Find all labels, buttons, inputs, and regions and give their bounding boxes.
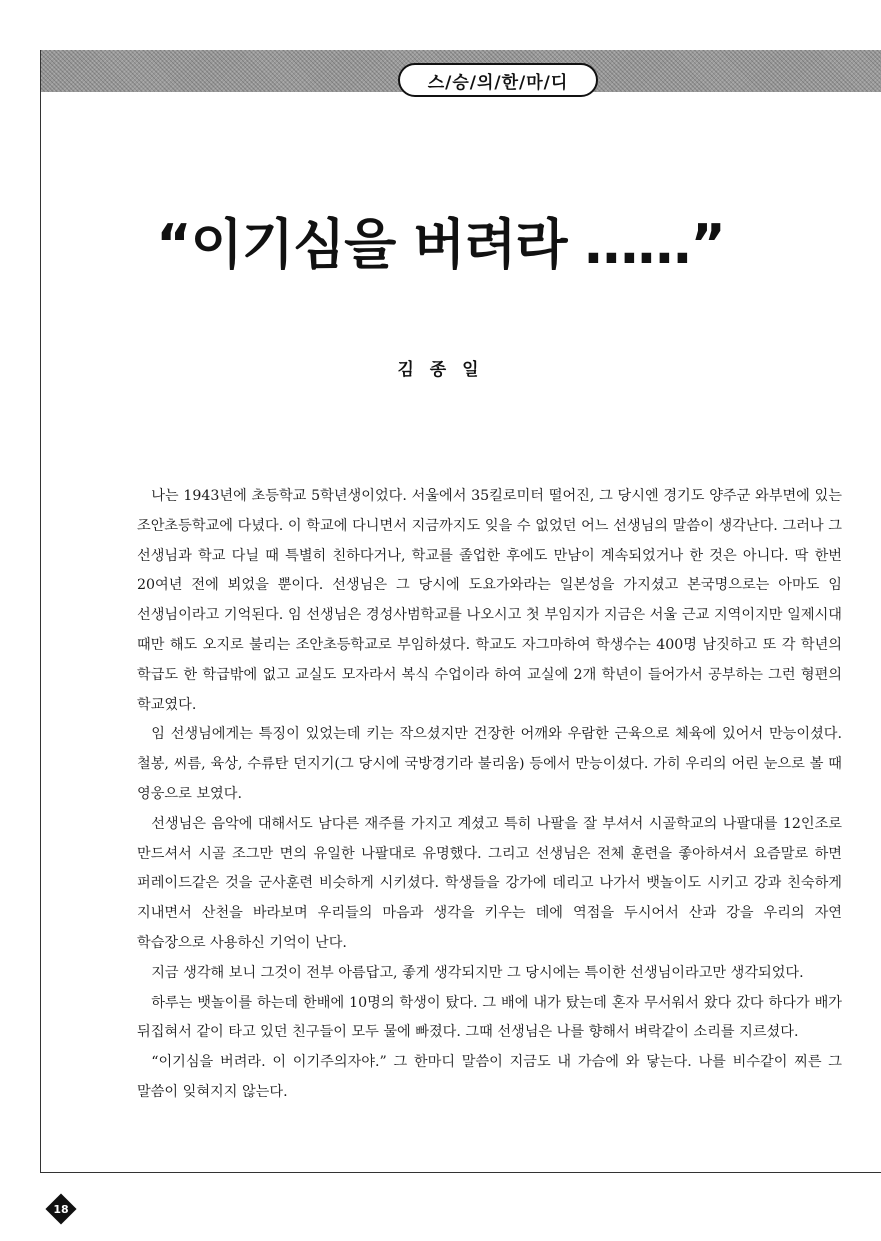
section-label <box>398 63 598 97</box>
page-number-badge <box>45 1193 77 1225</box>
body-paragraph: 지금 생각해 보니 그것이 전부 아름답고, 좋게 생각되지만 그 당시에는 특이한 선생님이라고만 생각되었다. <box>151 964 804 981</box>
footer-rule <box>40 1172 881 1173</box>
body-paragraph: 임 선생님에게는 특징이 있었는데 키는 작으셨지만 건장한 어깨와 우람한 근육으로 체육에 있어서 만능이셨다. 철봉, 씨름, 육상, 수류탄 던지기(그 당시에 국방경기라 불리움) 등에서 만능이셨다. 가히 우리의 어린 눈으로 볼 때 영웅으로 보였다. <box>137 726 842 802</box>
section-label-text: 스/승/의/한/마/디 <box>427 72 569 93</box>
body-paragraph: 나는 1943년에 초등학교 5학년생이었다. 서울에서 35킬로미터 떨어진, 그 당시엔 경기도 양주군 와부면에 있는 조안초등학교에 다녔다. 이 학교에 다니면서 지금까지도 잊을 수 없었던 어느 선생님의 말씀이 생각난다. 그러나 그 선생님과 학교 다닐 때 특별히 친하다거나, 학교를 졸업한 후에도 만남이 계속되었거나 한 것은 아니다. 딱 한번 20여년 전에 뵈었을 뿐이다. 선생님은 그 당시에 도요가와라는 일본성을 가지셨고 본국명으로는 아마도 임 선생님이라고 기억된다. 임 선생님은 경성사범학교를 나오시고 첫 부임지가 지금은 서울 근교 지역이지만 일제시대 때만 해도 오지로 불리는 조안초등학교로 부임하셨다. 학교도 자그마하여 학생수는 400명 남짓하고 또 각 학년의 학급도 한 학급밖에 없고 교실도 모자라서 복식 수업이라 하여 교실에 2개 학년이 들어가서 공부하는 그런 형편의 학교였다. <box>137 488 842 713</box>
page-number: 18 <box>53 1202 69 1216</box>
article-title: “이기심을 버려라 ……” <box>156 213 725 276</box>
body-paragraph: 하루는 뱃놀이를 하는데 한배에 10명의 학생이 탔다. 그 배에 내가 탔는데 혼자 무서워서 왔다 갔다 하다가 배가 뒤집혀서 같이 타고 있던 친구들이 모두 물에 빠졌다. 그때 선생님은 나를 향해서 벼락같이 소리를 지르셨다. <box>137 994 842 1041</box>
article-body <box>137 482 842 1108</box>
body-paragraph: 선생님은 음악에 대해서도 남다른 재주를 가지고 계셨고 특히 나팔을 잘 부셔서 시골학교의 나팔대를 12인조로 만드셔서 시골 조그만 면의 유일한 나팔대로 유명했다. 그리고 선생님은 전체 훈련을 좋아하셔서 요즘말로 하면 퍼레이드같은 것을 군사훈련 비슷하게 시키셨다. 학생들을 강가에 데리고 나가서 뱃놀이도 시키고 강과 친숙하게 지내면서 산천을 바라보며 우리들의 마음과 생각을 키우는 데에 역점을 두시어서 산과 강을 우리의 자연 학습장으로 사용하신 기억이 난다. <box>137 815 842 951</box>
article-author: 김 종 일 <box>397 360 484 380</box>
body-paragraph: “이기심을 버려라. 이 이기주의자야.” 그 한마디 말씀이 지금도 내 가슴에 와 닿는다. 나를 비수같이 찌른 그 말씀이 잊혀지지 않는다. <box>137 1054 842 1100</box>
